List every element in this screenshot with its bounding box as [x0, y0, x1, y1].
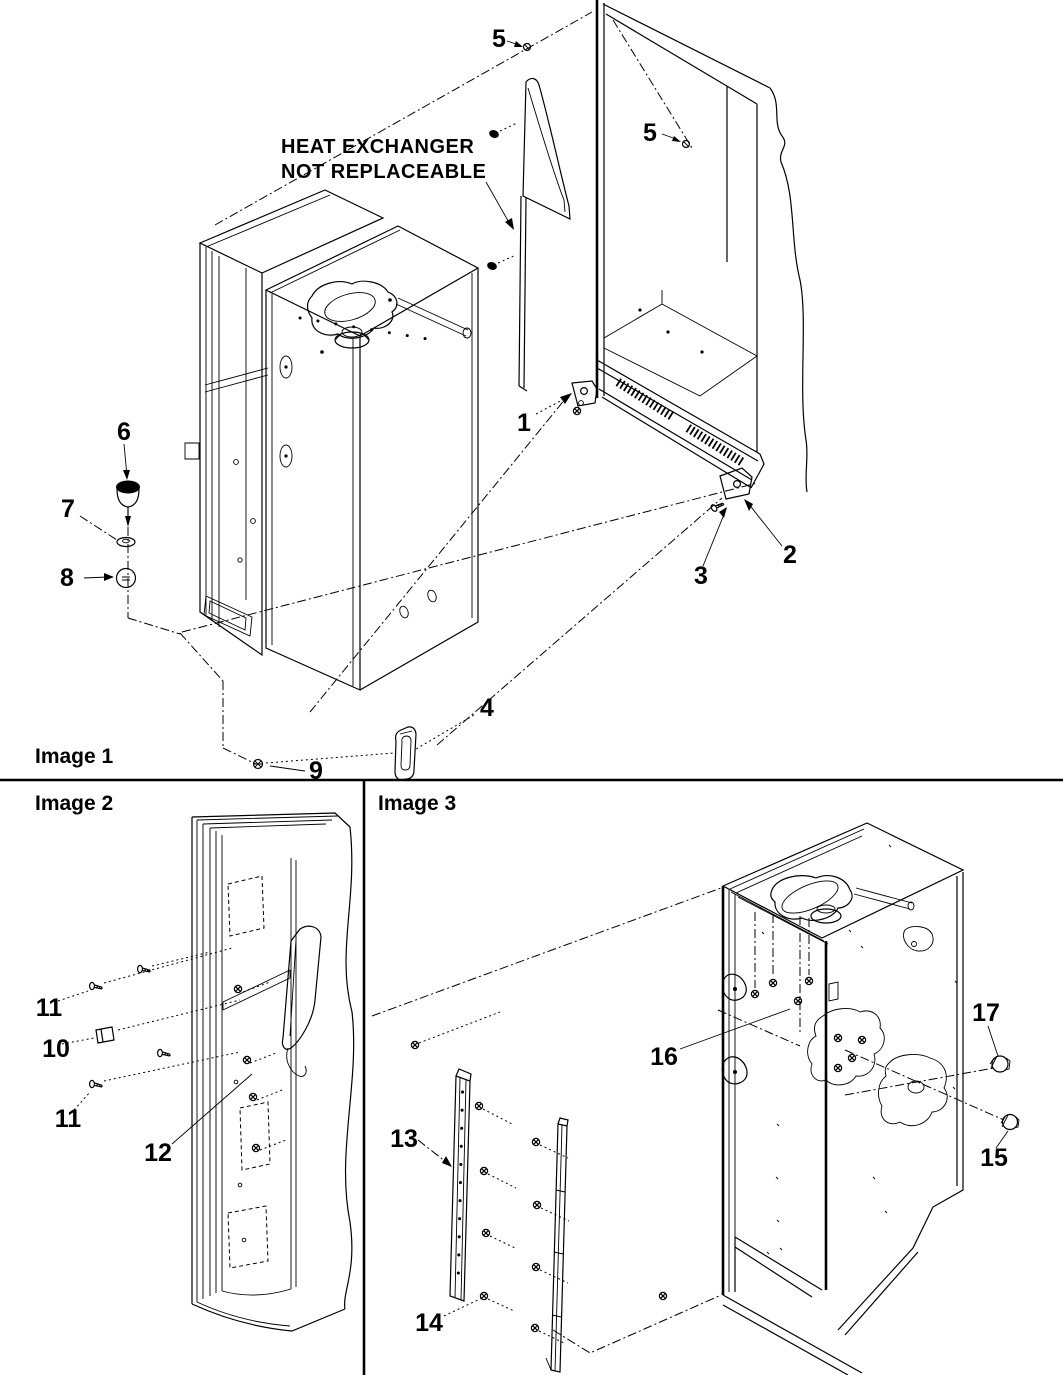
- mounting-rail-13: [450, 1069, 471, 1301]
- arrowhead: [104, 573, 114, 581]
- heat-exchanger-note-line2: NOT REPLACEABLE: [281, 161, 487, 183]
- screw-icon: [90, 1080, 102, 1087]
- screw-icon: [138, 965, 150, 972]
- mount-dot: [486, 261, 498, 272]
- screw-icon: [794, 997, 801, 1004]
- image2-panel: [35, 792, 354, 1331]
- mount-dot-leaders: [498, 123, 517, 263]
- callout-11a: 11: [35, 994, 63, 1022]
- foam-patches: [879, 927, 948, 1126]
- base-vent-slot: [688, 428, 742, 462]
- callout-11b: 11: [54, 1105, 82, 1133]
- screw-icon: [532, 1263, 539, 1270]
- hinge-knob-dot: [284, 454, 287, 457]
- callout-17: 17: [972, 999, 1000, 1027]
- callout-15: 15: [980, 1144, 1008, 1172]
- clip-part-10: [96, 1027, 114, 1043]
- arrowhead: [719, 507, 727, 518]
- image2-label: Image 2: [35, 792, 114, 815]
- panel-hole: [234, 1080, 238, 1084]
- screw-icon: [532, 1138, 539, 1145]
- outer-cabinet-drawing: [572, 0, 807, 512]
- image1-dotted-leaders: [266, 398, 566, 763]
- image1-label: Image 1: [35, 745, 114, 768]
- floor-dot: [638, 308, 641, 311]
- cabinet3-bottom: [723, 1237, 862, 1375]
- callout-10: 10: [42, 1035, 70, 1063]
- cabinet-liner-drawing: [192, 813, 354, 1331]
- screw-icon: [834, 1064, 841, 1071]
- screw-icon: [848, 1054, 855, 1061]
- screw-part-9: [253, 760, 263, 769]
- callout-16: 16: [650, 1043, 678, 1071]
- callout-13: 13: [390, 1125, 418, 1153]
- trim-rail-14: [546, 1118, 568, 1372]
- arrowhead: [514, 41, 523, 47]
- arrowhead: [123, 470, 130, 480]
- vent-slot: [398, 605, 410, 619]
- freezer-liner-assembly-drawing: [185, 190, 478, 690]
- callout-3: 3: [694, 562, 708, 590]
- cabinet3-left-inner: [729, 890, 735, 1292]
- main-slab-detail-lines: [270, 230, 472, 686]
- drop-lines: [755, 912, 809, 1035]
- heat-exchanger-drawing: [486, 78, 570, 391]
- cabinet3-top-inner: [730, 829, 864, 944]
- callout-4: 4: [480, 694, 494, 722]
- washer-part-7: [117, 538, 135, 547]
- roller-part-4: [395, 727, 416, 780]
- top-dot: [388, 298, 392, 302]
- heat-exchanger-note-line1: HEAT EXCHANGER: [281, 136, 475, 158]
- leveling-stud-part-6: [116, 481, 140, 528]
- arrowhead: [560, 393, 572, 404]
- vent-slot: [426, 589, 438, 603]
- arrowhead: [744, 499, 753, 511]
- air-duct: [282, 926, 321, 1049]
- top-screw-dots: [300, 318, 440, 341]
- floor-dot: [700, 350, 703, 353]
- left-slab-outline: [200, 190, 383, 655]
- callout-9: 9: [309, 757, 323, 785]
- screw-icon: [834, 1034, 841, 1041]
- back-panel-openings: [228, 876, 270, 1268]
- image3-label: Image 3: [378, 792, 457, 815]
- callout-6: 6: [117, 418, 131, 446]
- sail-inner-line: [528, 88, 565, 212]
- screw-icon: [751, 990, 758, 997]
- top-dot: [320, 350, 324, 354]
- screw-icon: [573, 407, 580, 414]
- roller-bracket-part-1: [572, 381, 597, 415]
- evaporator-fan-assembly: [308, 281, 472, 348]
- screw-icon: [411, 1041, 418, 1048]
- screw-icon: [249, 1093, 256, 1100]
- mount-dot: [488, 129, 500, 140]
- screw-icon: [805, 977, 812, 984]
- screw-icon: [769, 979, 776, 986]
- callout-2: 2: [783, 541, 797, 569]
- cabinet-shell-drawing: [722, 823, 963, 1375]
- right-panel-outline: [838, 872, 963, 1335]
- back-panel-rail: [223, 970, 290, 1010]
- screw-icon: [234, 985, 241, 992]
- panel-hole: [238, 1183, 242, 1187]
- screw-icon: [480, 1167, 487, 1174]
- callout-7: 7: [61, 495, 75, 523]
- image2-dotted-leaders: [58, 948, 286, 1150]
- image1-panel: [35, 0, 807, 785]
- note-arrowhead: [505, 218, 514, 230]
- screw-icon: [531, 1324, 538, 1331]
- nut-part-17: [990, 1056, 1010, 1072]
- floor-dot: [666, 330, 669, 333]
- image1-projection-lines: [128, 12, 757, 764]
- arrowhead: [672, 136, 681, 142]
- callout-8: 8: [60, 564, 74, 592]
- leader-7: [80, 516, 117, 540]
- screw-icon: [243, 1056, 250, 1063]
- hinge-knob-dot: [284, 365, 287, 368]
- insulation-patch-mid: [808, 1009, 885, 1085]
- callout-5a: 5: [492, 25, 506, 53]
- screw-icon: [533, 1201, 540, 1208]
- fan-assembly-top: [771, 874, 914, 923]
- callout-5b: 5: [643, 119, 657, 147]
- nut-part-15: [1001, 1115, 1019, 1130]
- note-arrow-line: [486, 182, 511, 226]
- arrowhead: [442, 1156, 452, 1167]
- panel-hole: [242, 1238, 246, 1242]
- image3-projection-lines: [372, 888, 1004, 1353]
- leader-12: [172, 1074, 252, 1144]
- screw-icon: [158, 1049, 170, 1056]
- screw-icon: [252, 1144, 259, 1151]
- callout-14: 14: [415, 1309, 443, 1337]
- heat-exchanger-tube: [519, 196, 527, 391]
- image3-panel: [372, 792, 1019, 1375]
- callout-1: 1: [517, 409, 531, 437]
- cabinet2-frame-lines: [197, 816, 338, 1326]
- screw-icon: [482, 1229, 489, 1236]
- jamb-latch-plate: [829, 982, 838, 1001]
- left-slab-frame-lines: [185, 195, 330, 636]
- callout-12: 12: [144, 1139, 172, 1167]
- liner-hole: [238, 558, 242, 562]
- screw-part-5-side: [683, 141, 690, 148]
- liner-hole: [234, 460, 239, 465]
- cabinet-floor-lines: [604, 290, 757, 396]
- panel-dots: [762, 845, 957, 1254]
- screw-icon: [475, 1102, 482, 1109]
- image3-dotted-leaders: [419, 1012, 569, 1344]
- torn-edge-wavy: [770, 88, 807, 492]
- screw-icon: [90, 982, 102, 989]
- screw-icon: [858, 1036, 865, 1043]
- screw-icon: [659, 1292, 666, 1299]
- grommet-part-8: [117, 569, 136, 588]
- liner-hole: [251, 519, 256, 524]
